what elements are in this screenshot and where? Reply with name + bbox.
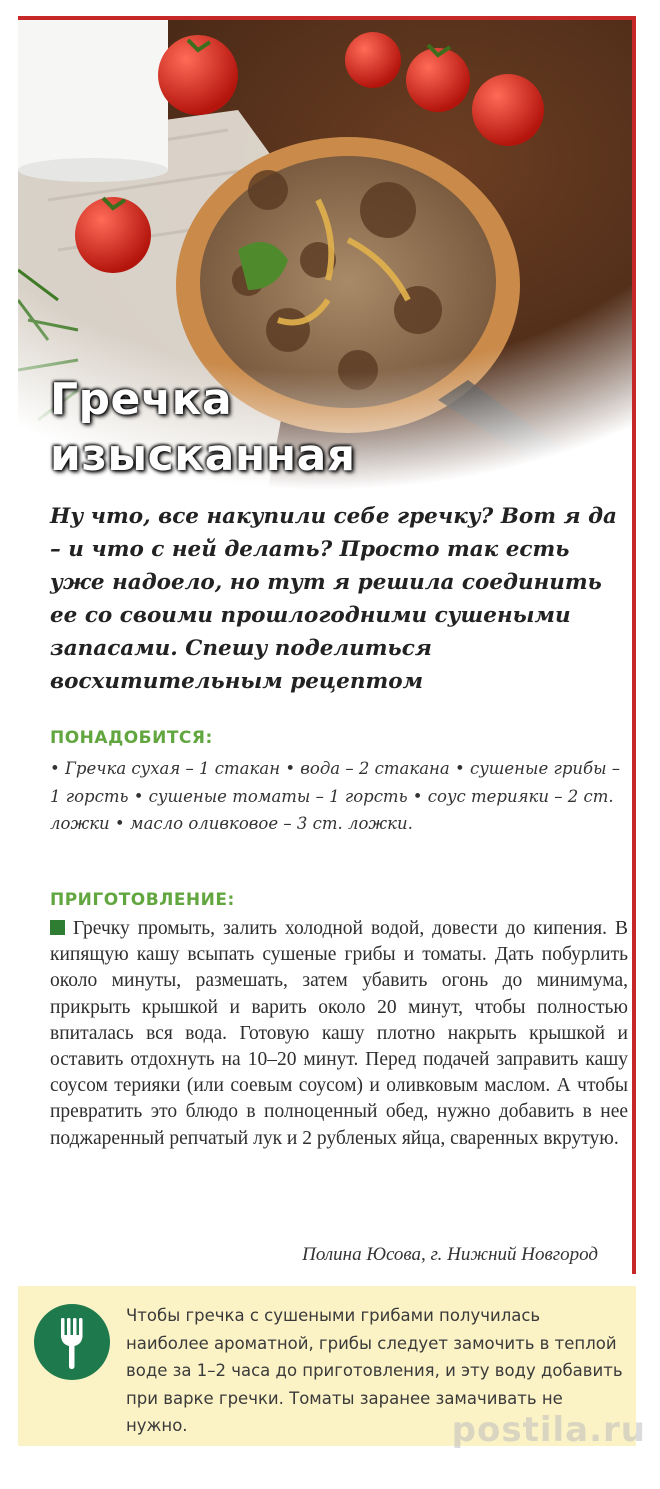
- ingredients-heading: ПОНАДОБИТСЯ:: [50, 728, 213, 748]
- recipe-card: [18, 16, 636, 1274]
- method-heading: ПРИГОТОВЛЕНИЕ:: [50, 890, 235, 910]
- bullet-square-icon: [50, 920, 65, 935]
- title-line-2: изысканная: [50, 430, 356, 481]
- ingredients-list: • Гречка сухая – 1 стакан • вода – 2 стакана • сушеные грибы – 1 горсть • сушеные томаты – 1 горсть • соус терияки – 2 ст. ложки • масло оливковое – 3 ст. ложки.: [50, 759, 621, 833]
- fork-icon: [34, 1304, 110, 1380]
- recipe-intro: Ну что, все накупили себе гречку? Вот я да – и что с ней делать? Просто так есть уже надоело, но тут я решила соединить ее со своими прошлогодними сушеными запасами. Спешу поделиться восхитительным рецептом: [50, 504, 617, 694]
- title-line-1: Гречка: [50, 374, 233, 425]
- watermark: postila.ru: [451, 1410, 646, 1450]
- method-text: Гречку промыть, залить холодной водой, довести до кипения. В кипящую кашу всыпать сушеные грибы и томаты. Дать побурлить около минуты, размешать, затем убавить огонь до минимума, прикрыть крышкой и варить около 20 минут, чтобы полностью впиталась вся вода. Готовую кашу плотно накрыть крышкой и оставить отдохнуть на 10–20 минут. Перед подачей заправить кашу соусом терияки (или соевым соусом) и оливковым маслом. А чтобы превратить это блюдо в полноценный обед, нужно добавить в нее поджаренный репчатый лук и 2 рубленых яйца, сваренных вкрутую.: [50, 918, 628, 1149]
- recipe-title: [50, 372, 356, 484]
- tip-text: Чтобы гречка с сушеными грибами получилась наиболее ароматной, грибы следует замочить в теплой воде за 1–2 часа до приготовления, и эту воду добавить при варке гречки. Томаты заранее замачивать не нужно.: [126, 1306, 623, 1435]
- recipe-author: Полина Юсова, г. Нижний Новгород: [302, 1244, 598, 1265]
- method-text-block: [50, 916, 628, 1152]
